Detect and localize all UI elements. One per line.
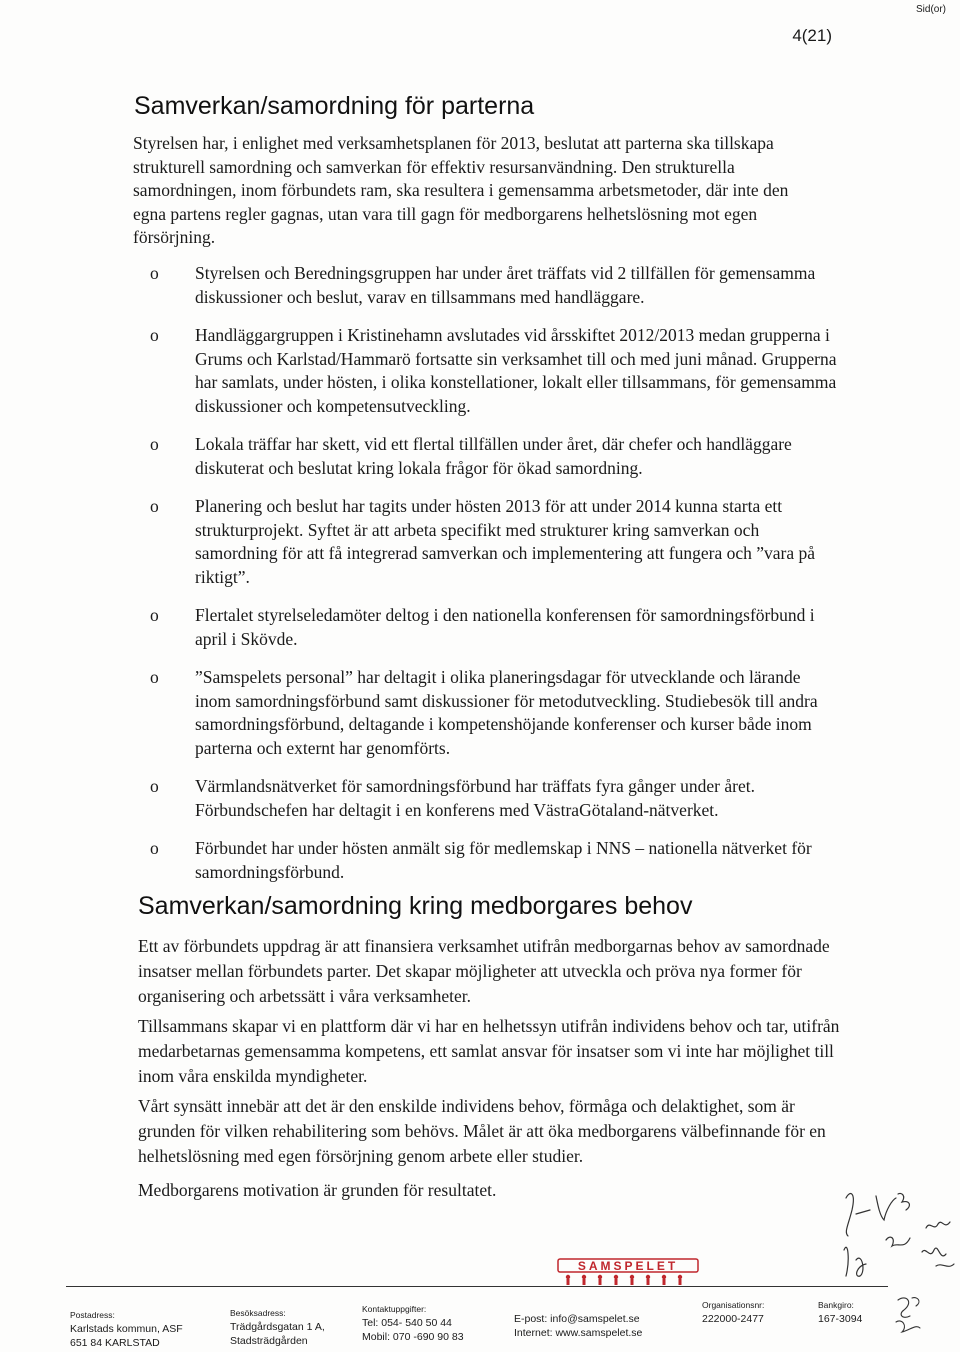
footer-label: Kontaktuppgifter: (362, 1304, 427, 1314)
footer-text: Trädgårdsgatan 1 A, (230, 1321, 325, 1333)
handwritten-initials (888, 1292, 928, 1336)
intro-paragraph: Styrelsen har, i enlighet med verksamhetsplanen för 2013, beslutat att parterna ska tillskapa strukturell samordning och samverkan för effektiv resursanvändning. Den strukturella samordningen, inom förbundets ram, ska resultera i gemensamma arbetsmetoder, där inte den egna partens regler gagnas, utan vara till gagn för medborgarens helhetslösning mot egen försörjning. (133, 133, 789, 247)
handwritten-signature (826, 1180, 960, 1284)
list-item-text: Lokala träffar har skett, vid ett flertal tillfällen under året, där chefer och handläggare diskuterat och beslutat kring lokala frågor för ökad samordning. (195, 434, 792, 478)
footer-visit-address (230, 1306, 325, 1348)
body-paragraph: Tillsammans skapar vi en plattform där vi har en helhetssyn utifrån individens behov och tar, utifrån medarbetarnas gemensamma kompetens, ett samlat ansvar för insatser som vi inte har möjlighet till inom våra enskilda myndigheter. (138, 1016, 840, 1086)
list-item-text: Styrelsen och Beredningsgruppen har under året träffats vid 2 tillfällen för gemensamma diskussioner och beslut, varav en tillsammans med handläggare. (195, 263, 816, 307)
bullet-marker: o (150, 667, 159, 687)
footer-email: E-post: info@samspelet.se (514, 1313, 640, 1325)
footer-phone: Tel: 054- 540 50 44 (362, 1317, 452, 1329)
bullet-marker: o (150, 838, 159, 858)
footer-web-contact (514, 1312, 642, 1340)
page-label: Sid(or) (915, 4, 946, 15)
footer-text: 651 84 KARLSTAD (70, 1337, 160, 1349)
list-item-text: Värmlandsnätverket för samordningsförbund har träffats fyra gånger under året. Förbundschefen har deltagit i en konferens med VästraGötaland-nätverket. (195, 776, 755, 820)
bullet-marker: o (150, 605, 159, 625)
bullet-marker: o (150, 263, 159, 283)
svg-text:SAMSPELET: SAMSPELET (577, 1259, 679, 1273)
footer-website: Internet: www.samspelet.se (514, 1327, 643, 1339)
list-item-text: Planering och beslut har tagits under hösten 2013 för att under 2014 kunna starta ett strukturprojekt. Syftet är att arbeta specifikt med strukturer kring samverkan och samordning för att få integrerad samverkan och implementering att fungera och ”vara på riktigt”. (195, 496, 816, 587)
footer-postal-address (70, 1308, 183, 1350)
list-item (150, 666, 840, 760)
footer-text: 222000-2477 (702, 1313, 764, 1325)
list-item (150, 604, 840, 651)
footer-organisation-number (702, 1298, 764, 1326)
bullet-marker: o (150, 325, 159, 345)
footer-label: Postadress: (70, 1310, 115, 1320)
list-item (150, 324, 840, 418)
list-item-text: Förbundet har under hösten anmält sig för medlemskap i NNS – nationella nätverket för samordningsförbund. (195, 838, 812, 882)
footer-contact (362, 1302, 464, 1344)
list-item (150, 262, 840, 309)
list-item (150, 433, 840, 480)
bullet-marker: o (150, 434, 159, 454)
body-paragraph: Vårt synsätt innebär att det är den enskilde individens behov, förmåga och delaktighet, som är grunden för vilken rehabilitering som behövs. Målet är att öka medborgarens välbefinnande för en helhetslösning med egen försörjning genom arbete eller studier. (138, 1096, 826, 1166)
footer-label: Organisationsnr: (702, 1300, 765, 1310)
list-item (150, 775, 840, 822)
footer-text: Karlstads kommun, ASF (70, 1323, 183, 1335)
bullet-list (150, 262, 840, 899)
list-item-text: Flertalet styrelseledamöter deltog i den nationella konferensen för samordningsförbund i april i Skövde. (195, 605, 815, 649)
footer-text: 167-3094 (818, 1313, 863, 1325)
list-item-text: ”Samspelets personal” har deltagit i olika planeringsdagar för utvecklande och lärande inom samordningsförbund samt diskussioner för metodutveckling. Studiebesök till andra samordningsförbund, deltagande i kompetenshöjande konferenser och kurser både inom parterna och externt har genomförts. (195, 667, 818, 758)
footer-label: Besöksadress: (230, 1308, 286, 1318)
bullet-marker: o (150, 776, 159, 796)
page-number: 4(21) (792, 26, 832, 45)
footer-bankgiro (818, 1298, 862, 1326)
list-item (150, 495, 840, 589)
footer-divider (66, 1286, 888, 1287)
section-heading-medborgare: Samverkan/samordning kring medborgares behov (138, 892, 693, 920)
footer-text: Stadsträdgården (230, 1335, 308, 1347)
body-paragraph: Medborgarens motivation är grunden för resultatet. (138, 1180, 497, 1200)
body-paragraph: Ett av förbundets uppdrag är att finansiera verksamhet utifrån medborgarnas behov av samordnade insatser mellan förbundets parter. Det skapar möjligheter att utveckla och pröva nya former för organisering och arbetssätt i våra verksamheter. (138, 936, 830, 1006)
footer-label: Bankgiro: (818, 1300, 854, 1310)
list-item (150, 837, 840, 884)
list-item-text: Handläggargruppen i Kristinehamn avslutades vid årsskiftet 2012/2013 medan grupperna i Grums och Karlstad/Hammarö fortsatte sin verksamhet till och med juni månad. Grupperna har samlats, under hösten, i olika konstellationer, lokalt eller tillsammans, för gemensamma diskussioner och kompetensutveckling. (195, 325, 837, 416)
section-heading-parterna: Samverkan/samordning för parterna (134, 92, 535, 120)
footer-mobile: Mobil: 070 -690 90 83 (362, 1331, 464, 1343)
samspelet-logo (556, 1256, 700, 1286)
bullet-marker: o (150, 496, 159, 516)
